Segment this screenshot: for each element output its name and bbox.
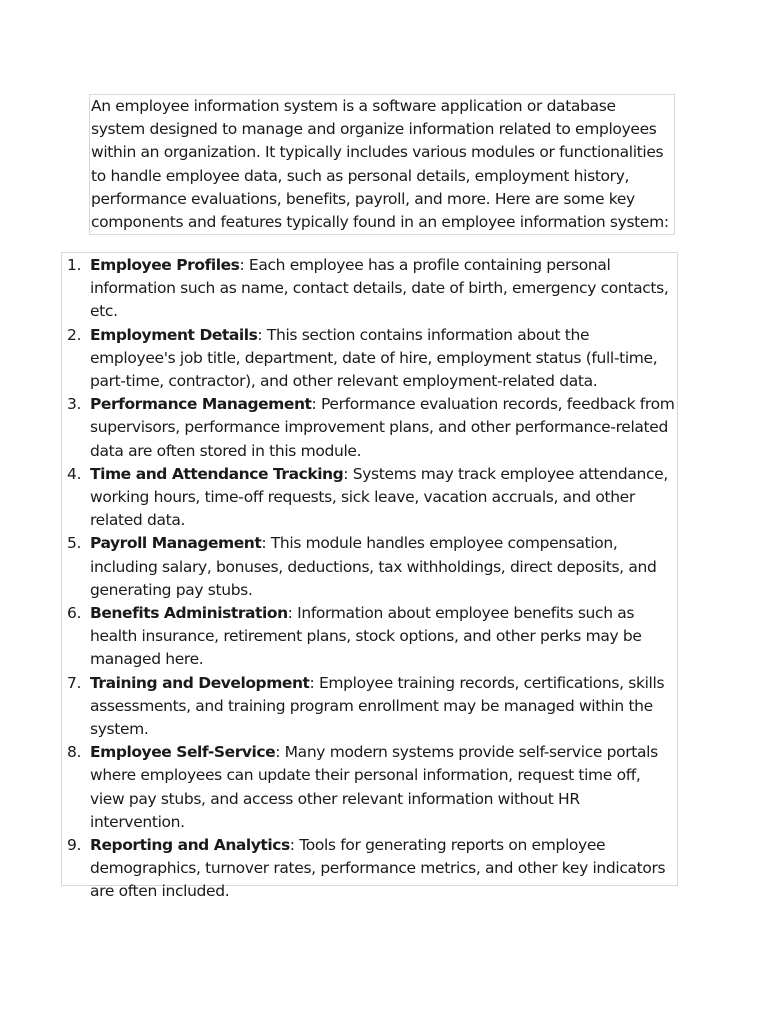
list-item xyxy=(62,741,677,834)
list-item-term: Training and Development xyxy=(90,673,310,692)
list-item-description: : Performance evaluation records, feedback from supervisors, performance improvement plans, and other performance-related data are often stored in this module. xyxy=(90,395,675,460)
list-item-number: 1. xyxy=(67,256,82,274)
list-item-term: Employee Profiles xyxy=(90,256,240,274)
list-item xyxy=(62,672,677,742)
list-item-term: Employee Self-Service xyxy=(90,743,276,762)
list-item-number: 9. xyxy=(67,836,82,855)
list-item xyxy=(62,393,677,463)
list-item-description: : Each employee has a profile containing personal information such as name, contact details, date of birth, emergency contacts, etc. xyxy=(90,256,669,321)
list-item-description: : This module handles employee compensation, including salary, bonuses, deductions, tax withholdings, direct deposits, and generating pay stubs. xyxy=(90,534,657,599)
list-item-description: : Many modern systems provide self-service portals where employees can update their personal information, request time off, view pay stubs, and access other relevant information without HR intervention. xyxy=(90,743,658,831)
list-item-number: 2. xyxy=(67,325,82,344)
list-item xyxy=(62,532,677,602)
list-item-description: : This section contains information about the employee's job title, department, date of hire, employment status (full-time, part-time, contractor), and other relevant employment-related data. xyxy=(90,325,658,391)
list-item-description: : Systems may track employee attendance, working hours, time-off requests, sick leave, vacation accruals, and other related data. xyxy=(90,464,668,530)
intro-paragraph: An employee information system is a software application or database system designed to manage and organize information related to employees within an organization. It typically includes various modules or functionalities to handle employee data, such as personal details, employment history, performance evaluations, benefits, payroll, and more. Here are some key components and features typically found in an employee information system: xyxy=(89,94,675,235)
components-list xyxy=(62,254,677,904)
components-list-box xyxy=(61,252,678,901)
list-item-number: 8. xyxy=(67,743,82,762)
list-item-term: Payroll Management xyxy=(90,534,262,553)
list-item-term: Reporting and Analytics xyxy=(90,836,290,855)
list-item xyxy=(62,324,677,394)
list-item xyxy=(62,463,677,533)
list-item xyxy=(62,254,677,324)
list-item-number: 7. xyxy=(67,673,82,692)
list-item-description: : Tools for generating reports on employee demographics, turnover rates, performance metrics, and other key indicators are often included. xyxy=(90,836,666,901)
list-item-description: : Information about employee benefits such as health insurance, retirement plans, stock options, and other perks may be managed here. xyxy=(90,604,642,669)
list-item-number: 6. xyxy=(67,604,82,623)
list-item-number: 4. xyxy=(67,464,82,483)
list-item xyxy=(62,602,677,672)
list-item-number: 5. xyxy=(67,534,82,553)
list-item xyxy=(62,834,677,904)
list-item-number: 3. xyxy=(67,395,82,414)
list-item-description: : Employee training records, certifications, skills assessments, and training program enrollment may be managed within the system. xyxy=(90,673,665,739)
list-item-term: Performance Management xyxy=(90,395,312,414)
list-item-term: Benefits Administration xyxy=(90,604,288,623)
list-item-term: Employment Details xyxy=(90,325,258,344)
list-item-term: Time and Attendance Tracking xyxy=(90,464,344,483)
